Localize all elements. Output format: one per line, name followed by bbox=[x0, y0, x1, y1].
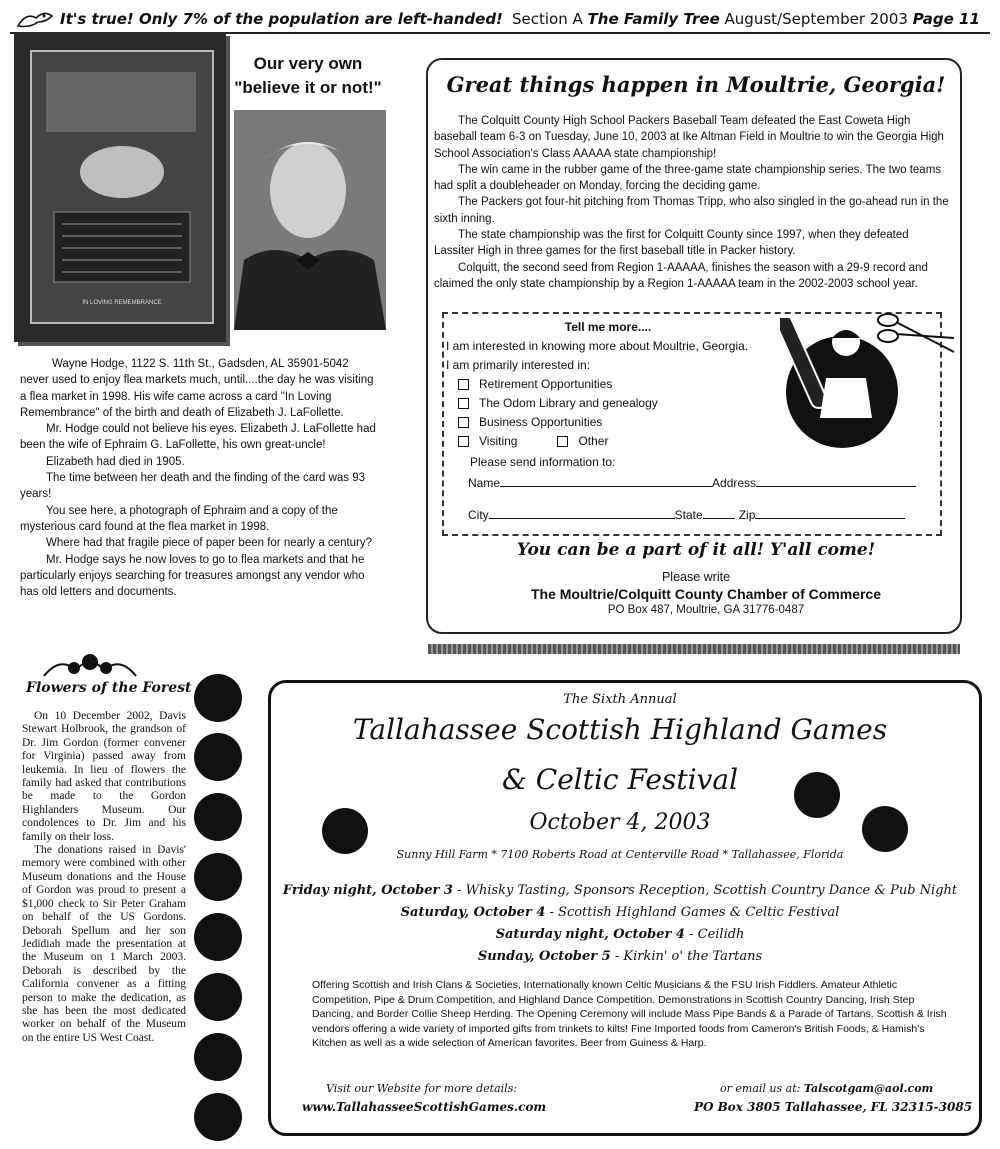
schedule-when: Friday night, October 3 bbox=[282, 883, 453, 898]
decorative-band bbox=[428, 644, 960, 654]
flowers-article bbox=[22, 710, 186, 1045]
schedule-when: Saturday night, October 4 bbox=[495, 927, 685, 942]
bion-title-line2: "believe it or not!" bbox=[234, 78, 382, 97]
name-field[interactable] bbox=[500, 474, 712, 487]
article-paragraph: You see here, a photograph of Ephraim and a copy of the mysterious card found at the flea market in 1998. bbox=[20, 504, 338, 533]
checkbox[interactable] bbox=[458, 398, 469, 409]
black-dot bbox=[194, 1033, 242, 1081]
form-heading: Tell me more.... bbox=[564, 320, 652, 334]
games-description: Offering Scottish and Irish Clans & Societies, Internationally known Celtic Musicians & the FSU Irish Fiddlers. Amateur Athletic Competition, Pipe & Drum Competition, and Highland Dance Competition. Demonstrations in Scottish Country Dancing, Irish Step Dancing, and Border Collie Sheep Herding. The Opening Ceremony will include Mass Pipe Bands & a Parade of Tartans. Scottish & Irish vendors offering a wide variety of imported gifts from trinkets to kilts! Fine Imported foods from Cameron's British Foods, & Hamish's Kitchen as well as a wide selection of American favorites. Beer from Guiness & Harp. bbox=[312, 979, 947, 1049]
black-dot bbox=[194, 674, 242, 722]
remembrance-card-inner bbox=[30, 50, 214, 324]
address-label: Address bbox=[712, 476, 757, 490]
checkbox[interactable] bbox=[458, 436, 469, 447]
email-label-text: or email us at: bbox=[720, 1082, 801, 1095]
checkbox[interactable] bbox=[458, 417, 469, 428]
bird-ornament-icon bbox=[16, 8, 54, 30]
ephraim-portrait-photo bbox=[234, 110, 386, 330]
moultrie-article bbox=[434, 113, 952, 292]
schedule-when: Saturday, October 4 bbox=[400, 905, 546, 920]
city-label: City bbox=[468, 508, 489, 522]
schedule-what: - Ceilidh bbox=[684, 927, 745, 942]
games-subtitle: & Celtic Festival bbox=[501, 763, 739, 796]
chamber-name: The Moultrie/Colquitt County Chamber of Commerce bbox=[530, 586, 881, 602]
email-link[interactable]: Talscotgam@aol.com bbox=[803, 1082, 934, 1095]
thistle-ornament-icon bbox=[40, 650, 140, 680]
plaque-caption: IN LOVING REMEMBRANCE bbox=[82, 300, 162, 306]
city-state-zip-row bbox=[468, 506, 905, 522]
black-dot bbox=[194, 913, 242, 961]
games-address: Sunny Hill Farm * 7100 Roberts Road at Centerville Road * Tallahassee, Florida bbox=[396, 848, 844, 861]
games-date: October 4, 2003 bbox=[529, 810, 711, 835]
games-title: Tallahassee Scottish Highland Games bbox=[352, 713, 888, 746]
option-label: Retirement Opportunities bbox=[479, 377, 613, 391]
website-link[interactable]: www.TallahasseeScottishGames.com bbox=[302, 1100, 547, 1114]
schedule-when: Sunday, October 5 bbox=[477, 949, 611, 964]
schedule-item bbox=[270, 924, 970, 946]
schedule-item bbox=[270, 946, 970, 968]
moultrie-paragraph: The win came in the rubber game of the three-game state championship series. The two teams had split a doubleheader on Monday, forcing the deciding game. bbox=[434, 163, 942, 193]
games-po-box: PO Box 3805 Tallahassee, FL 32315-3085 bbox=[694, 1100, 973, 1114]
article-paragraph: Mr. Hodge could not believe his eyes. Elizabeth J. LaFollette had been the wife of Ephraim G. LaFollette, his own great-uncle! bbox=[20, 423, 376, 452]
header-page: Page 11 bbox=[912, 10, 980, 28]
article-paragraph: Where had that fragile piece of paper been for nearly a century? bbox=[46, 537, 373, 550]
zip-field[interactable] bbox=[755, 506, 905, 519]
moultrie-paragraph: The Colquitt County High School Packers Baseball Team defeated the East Coweta High baseball team 6-3 on Tuesday, June 10, 2003 at Ike Altman Field in Moultrie to win the Georgia High School Association's Class AAAAA state championship! bbox=[434, 115, 944, 160]
chamber-address: PO Box 487, Moultrie, GA 31776-0487 bbox=[607, 604, 805, 616]
header-section: Section A bbox=[512, 10, 583, 28]
state-label: State bbox=[674, 508, 703, 522]
zip-label: Zip bbox=[738, 508, 756, 522]
black-dot bbox=[194, 973, 242, 1021]
header-paper: The Family Tree bbox=[587, 10, 720, 28]
form-subintro: I am primarily interested in: bbox=[446, 358, 591, 372]
city-field[interactable] bbox=[489, 506, 675, 519]
header-date: August/September 2003 bbox=[724, 10, 908, 28]
please-write: Please write bbox=[661, 570, 731, 584]
black-dot bbox=[194, 1093, 242, 1141]
schedule-item bbox=[270, 902, 970, 924]
moultrie-slogan: You can be a part of it all! Y'all come! bbox=[516, 540, 876, 560]
moultrie-paragraph: The state championship was the first for Colquitt County since 1997, when they defeated Lassiter High in three games for the first baseball title in Packer history. bbox=[434, 229, 909, 258]
schedule-item bbox=[270, 880, 970, 902]
flowers-paragraph: The donations raised in Davis' memory were combined with other Museum donations and the House of Gordon was proud to present a $1,000 check to Sir Peter Graham on behalf of the US Gordons. Deborah Spellum and her son Jedidiah made the presentation at the Museum on 1 March 2003. Deborah is described by the California convener as a fitting person to make the dedication, as she has been the most dedicated worker on behalf of the Museum on the entire US West Coast. bbox=[22, 844, 186, 1044]
schedule-what: - Whisky Tasting, Sponsors Reception, Scottish Country Dance & Pub Night bbox=[452, 883, 958, 898]
article-paragraph: Wayne Hodge, 1122 S. 11th St., Gadsden, AL 35901-5042 never used to enjoy flea markets much, until....the day he was visiting a flea market in 1998. His wife came across a card "In Loving Remembrance" of the birth and death of Elizabeth J. LaFollette. bbox=[20, 358, 374, 419]
option-label: The Odom Library and genealogy bbox=[479, 396, 658, 410]
header-info bbox=[512, 10, 980, 28]
article-paragraph: Elizabeth had died in 1905. bbox=[46, 455, 185, 468]
option-label: Other bbox=[578, 434, 609, 448]
name-label: Name bbox=[468, 476, 501, 490]
black-dot bbox=[194, 853, 242, 901]
bion-title bbox=[218, 52, 398, 100]
state-field[interactable] bbox=[703, 506, 735, 519]
moultrie-paragraph: Colquitt, the second seed from Region 1-AAAAA, finishes the season with a 29-9 record and claimed the only state championship by a Region 1-AAAAA team in the 2002-2003 school year. bbox=[434, 261, 928, 290]
black-dot bbox=[194, 733, 242, 781]
flowers-title: Flowers of the Forest bbox=[26, 680, 192, 696]
moultrie-title: Great things happen in Moultrie, Georgia! bbox=[446, 72, 946, 97]
schedule-what: - Scottish Highland Games & Celtic Festival bbox=[545, 905, 840, 920]
email-label bbox=[720, 1082, 933, 1095]
form-send-label: Please send information to: bbox=[470, 455, 616, 469]
form-intro: I am interested in knowing more about Moultrie, Georgia. bbox=[446, 339, 749, 353]
checkbox[interactable] bbox=[557, 436, 568, 447]
flowers-paragraph: On 10 December 2002, Davis Stewart Holbrook, the grandson of Dr. Jim Gordon (former convener for Virginia) passed away from leukemia. In lieu of flowers the family had asked that contributions be made to the Gordon Highlanders Museum. Our condolences to Dr. Jim and his family on their loss. bbox=[22, 710, 186, 843]
article-paragraph: The time between her death and the finding of the card was 93 years! bbox=[20, 472, 366, 501]
checkbox[interactable] bbox=[458, 379, 469, 390]
bion-article bbox=[20, 356, 376, 600]
option-label: Business Opportunities bbox=[479, 415, 603, 429]
games-schedule bbox=[270, 880, 970, 968]
header-tagline: It's true! Only 7% of the population are left-handed! bbox=[60, 10, 503, 28]
bion-title-line1: Our very own bbox=[253, 54, 363, 73]
scissors-icon bbox=[876, 306, 956, 362]
website-label: Visit our Website for more details: bbox=[326, 1082, 518, 1095]
article-paragraph: Mr. Hodge says he now loves to go to flea markets and that he particularly enjoys searching for treasures amongst any vendor who has old letters and documents. bbox=[20, 553, 365, 599]
schedule-what: - Kirkin' o' the Tartans bbox=[610, 949, 763, 964]
games-edition: The Sixth Annual bbox=[563, 692, 677, 707]
option-label: Visiting bbox=[479, 434, 518, 448]
address-field[interactable] bbox=[756, 474, 916, 487]
name-address-row bbox=[468, 474, 916, 490]
black-dot bbox=[194, 793, 242, 841]
moultrie-paragraph: The Packers got four-hit pitching from Thomas Tripp, who also singled in the go-ahead run in the sixth inning. bbox=[434, 196, 949, 225]
